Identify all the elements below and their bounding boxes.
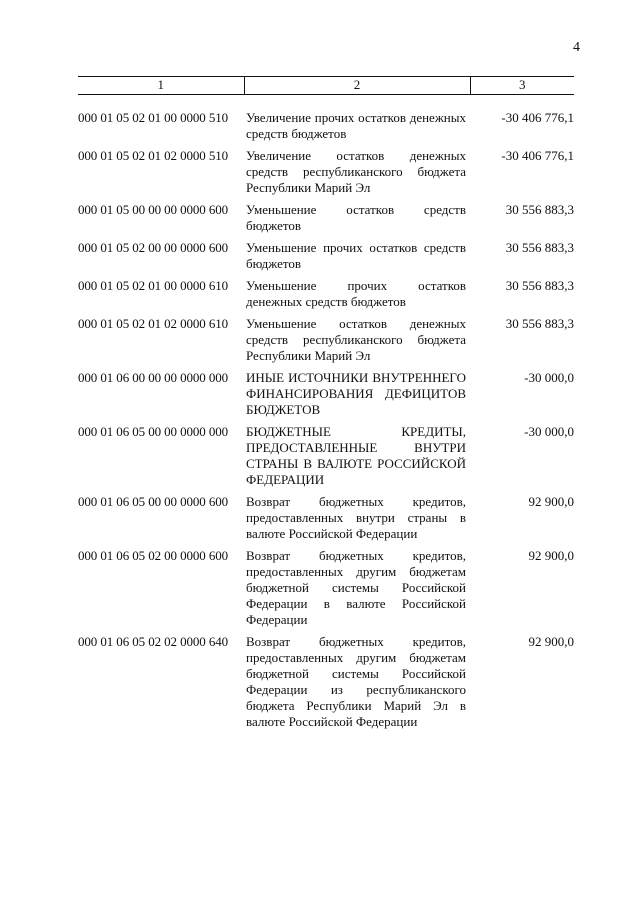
- item-name: Увеличение остатков денежных средств республиканского бюджета Республики Марий Эл: [246, 148, 466, 195]
- item-amount: 92 900,0: [528, 634, 574, 649]
- item-amount: 30 556 883,3: [505, 202, 574, 217]
- table-row: [78, 278, 574, 316]
- item-amount: 92 900,0: [528, 494, 574, 509]
- table-row: [78, 634, 574, 736]
- table-row: [78, 316, 574, 370]
- budget-code: 000 01 05 02 01 00 0000 610: [78, 278, 229, 293]
- item-amount: 30 556 883,3: [505, 240, 574, 255]
- item-amount: 30 556 883,3: [505, 278, 574, 293]
- item-name: ИНЫЕ ИСТОЧНИКИ ВНУТРЕННЕГО ФИНАНСИРОВАНИЯ ДЕФИЦИТОВ БЮДЖЕТОВ: [246, 370, 466, 417]
- budget-code: 000 01 06 05 02 02 0000 640: [78, 634, 229, 649]
- page-number: 4: [573, 40, 580, 55]
- budget-code: 000 01 05 02 01 00 0000 510: [78, 110, 229, 125]
- item-amount: 30 556 883,3: [505, 316, 574, 331]
- item-amount: -30 000,0: [524, 424, 574, 439]
- item-amount: -30 000,0: [524, 370, 574, 385]
- item-amount: 92 900,0: [528, 548, 574, 563]
- budget-code: 000 01 06 05 02 00 0000 600: [78, 548, 229, 563]
- item-name: Увеличение прочих остатков денежных средств бюджетов: [246, 110, 466, 141]
- table-row: [78, 548, 574, 634]
- item-name: Возврат бюджетных кредитов, предоставленных другим бюджетам бюджетной системы Российской Федерации в валюте Российской Федерации: [246, 548, 466, 627]
- table-row: [78, 494, 574, 548]
- table-row: [78, 370, 574, 424]
- item-name: Уменьшение прочих остатков средств бюджетов: [246, 240, 466, 271]
- column-header-2: 2: [244, 77, 470, 95]
- column-header-1: 1: [78, 77, 244, 95]
- budget-code: 000 01 06 05 00 00 0000 600: [78, 494, 229, 509]
- table-row: [78, 110, 574, 148]
- table-row: [78, 148, 574, 202]
- budget-code: 000 01 06 00 00 00 0000 000: [78, 370, 229, 385]
- budget-code: 000 01 06 05 00 00 0000 000: [78, 424, 229, 439]
- item-name: Уменьшение остатков средств бюджетов: [246, 202, 466, 233]
- item-name: Возврат бюджетных кредитов, предоставленных другим бюджетам бюджетной системы Российской Федерации из республиканского бюджета Республики Марий Эл в валюте Российской Федерации: [246, 634, 466, 729]
- column-header-3: 3: [470, 77, 574, 95]
- table-header: [78, 77, 574, 95]
- budget-code: 000 01 05 02 01 02 0000 510: [78, 148, 229, 163]
- budget-code: 000 01 05 02 01 02 0000 610: [78, 316, 229, 331]
- item-name: Возврат бюджетных кредитов, предоставленных внутри страны в валюте Российской Федерации: [246, 494, 466, 541]
- table-row: [78, 240, 574, 278]
- item-name: Уменьшение остатков денежных средств республиканского бюджета Республики Марий Эл: [246, 316, 466, 363]
- table-row: [78, 424, 574, 494]
- item-amount: -30 406 776,1: [501, 148, 574, 163]
- item-name: Уменьшение прочих остатков денежных средств бюджетов: [246, 278, 466, 309]
- budget-code: 000 01 05 02 00 00 0000 600: [78, 240, 229, 255]
- table-row: [78, 202, 574, 240]
- item-amount: -30 406 776,1: [501, 110, 574, 125]
- table-body: [78, 95, 574, 737]
- budget-sources-table: [78, 76, 574, 736]
- budget-code: 000 01 05 00 00 00 0000 600: [78, 202, 229, 217]
- item-name: БЮДЖЕТНЫЕ КРЕДИТЫ, ПРЕДОСТАВЛЕННЫЕ ВНУТРИ СТРАНЫ В ВАЛЮТЕ РОССИЙСКОЙ ФЕДЕРАЦИИ: [246, 424, 466, 487]
